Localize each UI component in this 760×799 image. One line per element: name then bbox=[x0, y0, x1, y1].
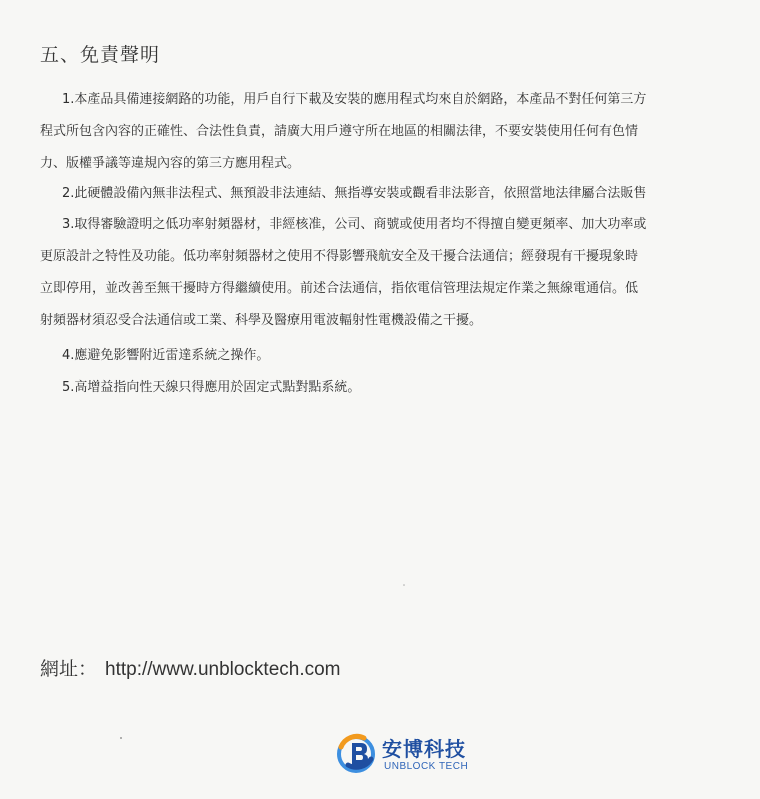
logo-name-cn: 安博科技 bbox=[382, 737, 466, 761]
brand-logo bbox=[334, 727, 494, 783]
section-title: 五、免責聲明 bbox=[40, 44, 161, 66]
clause-line: 力、版權爭議等違規內容的第三方應用程式。 bbox=[40, 156, 301, 171]
clause-line: 更原設計之特性及功能。低功率射頻器材之使用不得影響飛航安全及干擾合法通信；經發現有干擾現象時 bbox=[40, 249, 639, 264]
clause-line: 程式所包含內容的正確性、合法性負責，請廣大用戶遵守所在地區的相關法律，不要安裝使用任何有色情 bbox=[40, 124, 639, 139]
website-label: 網址： bbox=[40, 658, 98, 680]
clause-3 bbox=[40, 209, 752, 337]
clause-4 bbox=[40, 340, 752, 372]
clause-line: 射頻器材須忍受合法通信或工業、科學及醫療用電波輻射性電機設備之干擾。 bbox=[40, 313, 483, 328]
website-url[interactable]: http://www.unblocktech.com bbox=[105, 659, 341, 680]
clause-line: 4.應避免影響附近雷達系統之操作。 bbox=[62, 348, 270, 363]
clause-5 bbox=[40, 372, 752, 404]
clause-line: 立即停用，並改善至無干擾時方得繼續使用。前述合法通信，指依電信管理法規定作業之無線電通信。低 bbox=[40, 281, 639, 296]
website-line bbox=[40, 654, 341, 681]
clause-line: 3.取得審驗證明之低功率射頻器材，非經核准，公司、商號或使用者均不得擅自變更頻率、加大功率或 bbox=[62, 217, 647, 232]
clause-2 bbox=[40, 178, 752, 210]
clause-1 bbox=[40, 84, 752, 180]
unblock-tech-logo-icon bbox=[334, 729, 382, 777]
clause-line: 2.此硬體設備內無非法程式、無預設非法連結、無指導安裝或觀看非法影音，依照當地法律屬合法販售 bbox=[62, 186, 647, 201]
clause-line: 5.高增益指向性天線只得應用於固定式點對點系統。 bbox=[62, 380, 361, 395]
clause-line: 1.本產品具備連接網路的功能，用戶自行下載及安裝的應用程式均來自於網路，本產品不對任何第三方 bbox=[62, 92, 647, 107]
logo-name-en: UNBLOCK TECH bbox=[384, 761, 469, 772]
